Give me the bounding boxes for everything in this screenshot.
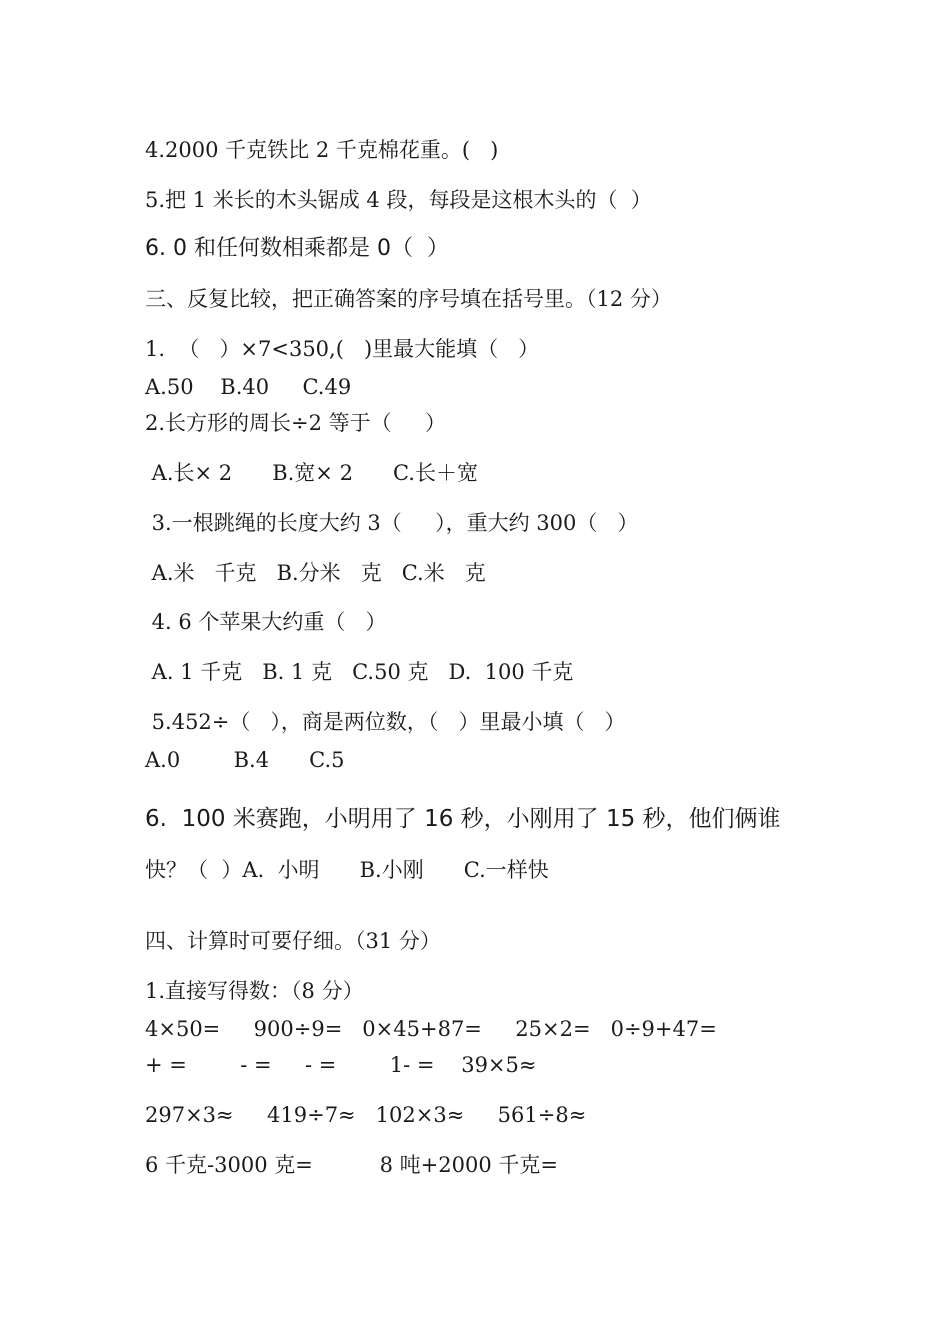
- calc-row-2: + = - = - = 1- = 39×5≈: [145, 1053, 537, 1077]
- question-4-line: 4.2000 千克铁比 2 千克棉花重。( ): [145, 138, 499, 162]
- mc-question-5-options: A.0 B.4 C.5: [145, 748, 345, 772]
- calc-subheading: 1.直接写得数：（8 分）: [145, 979, 364, 1003]
- mc-question-2-options: A.长× 2 B.宽× 2 C.长＋宽: [145, 461, 478, 485]
- mc-question-4: 4. 6 个苹果大约重（ ）: [145, 610, 387, 634]
- mc-question-5: 5.452÷（ ），商是两位数，（ ）里最小填（ ）: [145, 710, 626, 734]
- calc-row-4: 6 千克-3000 克= 8 吨+2000 千克=: [145, 1153, 558, 1177]
- question-5-line: 5.把 1 米长的木头锯成 4 段，每段是这根木头的（ ）: [145, 188, 652, 212]
- question-6-line: 6. 0 和任何数相乘都是 0（ ）: [145, 236, 449, 261]
- calc-row-1: 4×50= 900÷9= 0×45+87= 25×2= 0÷9+47=: [145, 1017, 717, 1041]
- calc-row-3: 297×3≈ 419÷7≈ 102×3≈ 561÷8≈: [145, 1103, 587, 1127]
- mc-question-6: 6. 100 米赛跑，小明用了 16 秒，小刚用了 15 秒，他们俩谁: [145, 806, 781, 832]
- mc-question-1-options: A.50 B.40 C.49: [145, 375, 352, 399]
- mc-question-4-options: A. 1 千克 B. 1 克 C.50 克 D. 100 千克: [145, 660, 574, 684]
- section-4-heading: 四、计算时可要仔细。（31 分）: [145, 929, 441, 953]
- mc-question-6-continued: 快？（ ）A. 小明 B.小刚 C.一样快: [145, 858, 549, 882]
- mc-question-2: 2.长方形的周长÷2 等于（ ）: [145, 411, 447, 435]
- mc-question-3: 3.一根跳绳的长度大约 3（ ），重大约 300（ ）: [145, 511, 639, 535]
- mc-question-1: 1. （ ）×7<350,( )里最大能填（ ）: [145, 337, 540, 361]
- mc-question-3-options: A.米 千克 B.分米 克 C.米 克: [145, 561, 486, 585]
- section-3-heading: 三、反复比较，把正确答案的序号填在括号里。（12 分）: [145, 287, 672, 311]
